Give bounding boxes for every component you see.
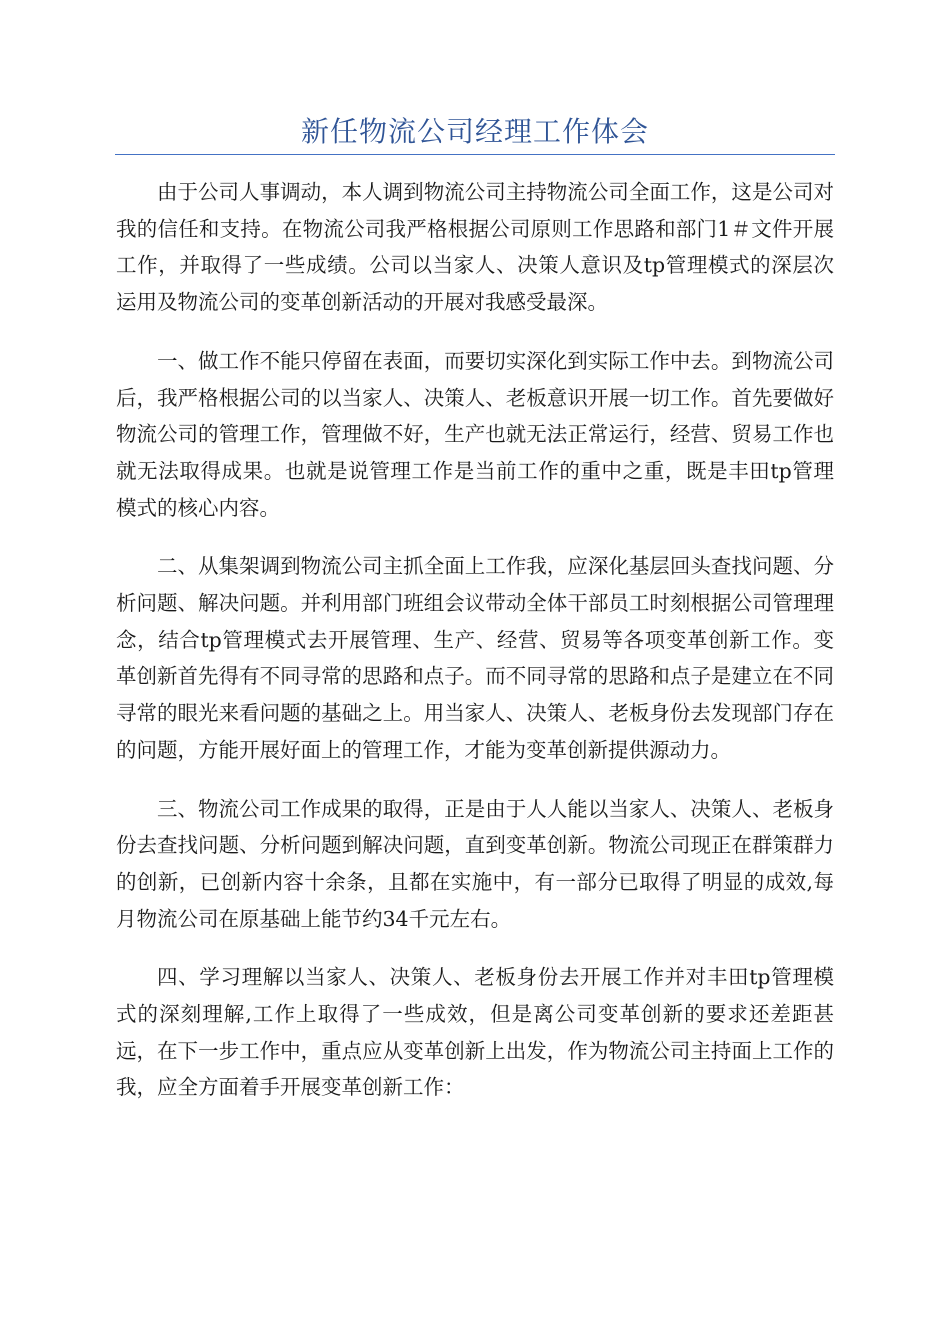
document-body — [116, 174, 834, 1128]
paragraph-point-1: 一、做工作不能只停留在表面，而要切实深化到实际工作中去。到物流公司后，我严格根据公司的以当家人、决策人、老板意识开展一切工作。首先要做好物流公司的管理工作，管理做不好，生产也就无法正常运行，经营、贸易工作也就无法取得成果。也就是说管理工作是当前工作的重中之重，既是丰田tp管理模式的核心内容。 — [116, 348, 834, 520]
title-underline — [115, 154, 835, 155]
document-title: 新任物流公司经理工作体会 — [300, 115, 649, 148]
paragraph-point-2: 二、从集架调到物流公司主抓全面上工作我，应深化基层回头查找问题、分析问题、解决问题。并利用部门班组会议带动全体干部员工时刻根据公司管理理念，结合tp管理模式去开展管理、生产、经营、贸易等各项变革创新工作。变革创新首先得有不同寻常的思路和点子。而不同寻常的思路和点子是建立在不同寻常的眼光来看问题的基础之上。用当家人、决策人、老板身份去发现部门存在的问题，方能开展好面上的管理工作，才能为变革创新提供源动力。 — [116, 554, 834, 762]
paragraph-intro: 由于公司人事调动，本人调到物流公司主持物流公司全面工作，这是公司对我的信任和支持。在物流公司我严格根据公司原则工作思路和部门1＃文件开展工作，并取得了一些成绩。公司以当家人、决策人意识及tp管理模式的深层次运用及物流公司的变革创新活动的开展对我感受最深。 — [116, 180, 834, 315]
paragraph-point-4: 四、学习理解以当家人、决策人、老板身份去开展工作并对丰田tp管理模式的深刻理解,工作上取得了一些成效，但是离公司变革创新的要求还差距甚远，在下一步工作中，重点应从变革创新上出发，作为物流公司主持面上工作的我，应全方面着手开展变革创新工作： — [116, 965, 834, 1100]
paragraph-point-3: 三、物流公司工作成果的取得，正是由于人人能以当家人、决策人、老板身份去查找问题、分析问题到解决问题，直到变革创新。物流公司现正在群策群力的创新，已创新内容十余条，且都在实施中，有一部分已取得了明显的成效,每月物流公司在原基础上能节约34千元左右。 — [116, 796, 834, 931]
